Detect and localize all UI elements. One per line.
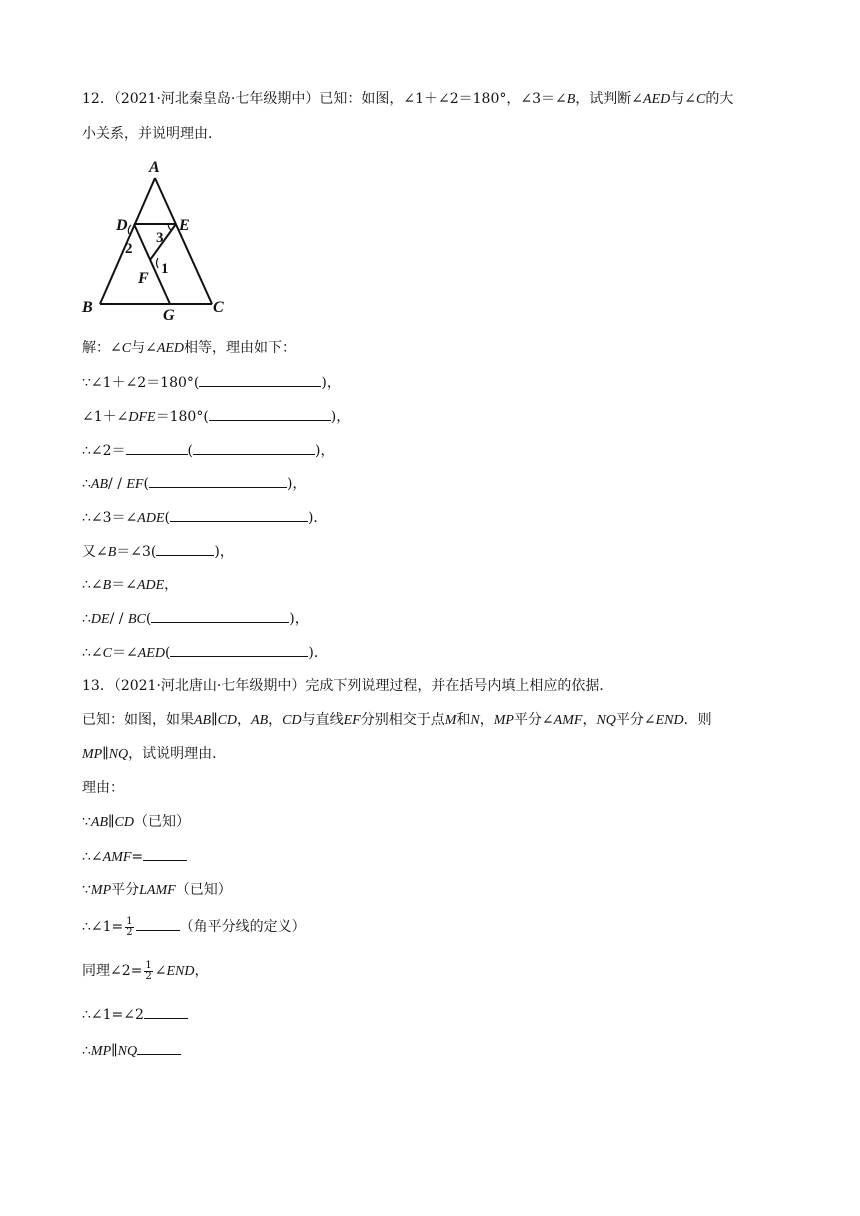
fill-blank[interactable] — [209, 406, 331, 421]
var: AB — [90, 815, 109, 830]
text: 已知：如图，如果 — [82, 712, 194, 728]
text: ∴∠ — [82, 849, 103, 865]
q12-stem-line2: 小关系，并说明理由． — [82, 126, 222, 142]
text: ( — [164, 510, 170, 526]
var: AB — [194, 713, 212, 728]
q12-step-3 — [82, 440, 334, 461]
q13-given-line1 — [82, 710, 712, 731]
q12-stem-var: AED — [643, 92, 671, 107]
angle-1-label: 1 — [161, 261, 169, 277]
var: MP — [493, 713, 514, 728]
q12-step-7 — [82, 575, 178, 596]
fill-blank[interactable] — [199, 372, 321, 387]
text: ∴∠3＝∠ — [82, 510, 138, 526]
text: ∴ — [82, 476, 91, 492]
fraction-half — [144, 961, 152, 982]
q12-step-9 — [82, 642, 328, 664]
q13-reason-1 — [82, 812, 190, 833]
var: ADE — [137, 511, 165, 526]
fill-blank[interactable] — [170, 642, 308, 657]
text: ＝∠3( — [116, 544, 157, 560]
text: ， — [268, 712, 283, 728]
text: ∠1＋∠ — [82, 409, 129, 425]
fill-blank[interactable] — [126, 440, 188, 455]
text: ∴∠1= — [82, 919, 124, 935]
point-b-label: B — [82, 299, 93, 316]
text: ( — [187, 443, 194, 459]
text: ∵ — [82, 882, 91, 898]
q12-step-2 — [82, 406, 350, 428]
text: 又∠ — [82, 544, 108, 560]
text: ∠ — [154, 963, 167, 979]
text: ．则 — [683, 712, 712, 728]
text: ∴∠1=∠2 — [82, 1007, 144, 1023]
text: / / — [108, 476, 127, 492]
q13-number: 13． — [82, 678, 114, 694]
var: DFE — [128, 410, 156, 425]
var: LAMF — [139, 883, 176, 898]
text: 平分∠ — [615, 712, 656, 728]
text: )， — [321, 375, 341, 391]
text: 与直线 — [301, 712, 344, 728]
text: )， — [214, 544, 234, 560]
text: )． — [308, 645, 328, 661]
var: AB — [251, 713, 269, 728]
text: )， — [315, 443, 335, 459]
text: ∴∠ — [82, 645, 103, 661]
text: ( — [145, 611, 152, 627]
text: ＝∠ — [111, 577, 137, 593]
text: ， — [237, 712, 252, 728]
var: BC — [127, 612, 146, 627]
text: ∥ — [102, 746, 109, 762]
q13-stem — [82, 676, 613, 696]
point-f-label: F — [138, 270, 149, 287]
var: AMF — [553, 713, 583, 728]
text: ∴ — [82, 1043, 91, 1059]
q13-reason-4 — [82, 914, 306, 940]
text: ， — [164, 577, 179, 593]
var: AB — [90, 477, 109, 492]
var: NQ — [108, 747, 129, 762]
text: ∴ — [82, 611, 91, 627]
var: CD — [114, 815, 134, 830]
text: )． — [307, 510, 328, 526]
fraction-denominator: 2 — [126, 926, 133, 938]
point-g-label: G — [163, 307, 175, 322]
text: 相等，理由如下： — [184, 340, 297, 356]
fill-blank[interactable] — [149, 473, 287, 488]
q12-step-6 — [82, 541, 234, 563]
fill-blank[interactable] — [156, 541, 214, 556]
var: EF — [126, 477, 144, 492]
q13-source: （2021·河北唐山·七年级期中） — [113, 678, 306, 694]
text: ( — [143, 476, 149, 492]
q12-stem-var: C — [695, 92, 706, 107]
fraction-half — [125, 917, 133, 938]
text: 分别相交于点 — [360, 712, 445, 728]
text: )， — [330, 409, 351, 425]
text: ( — [164, 645, 171, 661]
fill-blank[interactable] — [143, 846, 187, 861]
var: EF — [343, 713, 361, 728]
angle-2-label: 2 — [125, 241, 133, 257]
var: AMF — [102, 850, 132, 865]
var: C — [121, 341, 132, 356]
var: NQ — [117, 1044, 138, 1059]
text: 和 — [456, 712, 471, 728]
q13-reason-5 — [82, 958, 208, 985]
var: CD — [217, 713, 238, 728]
var: AED — [156, 341, 185, 356]
text: ＝180°( — [155, 409, 209, 425]
q12-stem-line1 — [82, 89, 733, 110]
var: NQ — [596, 713, 616, 728]
var: N — [470, 713, 480, 728]
text: ∵∠1＋∠2＝180°( — [82, 375, 200, 391]
point-e-label: E — [179, 217, 190, 234]
fraction-numerator: 1 — [126, 915, 133, 927]
angle-1-arc — [157, 258, 159, 268]
text: 平分 — [111, 882, 140, 898]
var: B — [107, 545, 117, 560]
text: （已知） — [133, 814, 190, 830]
q13-reason-2 — [82, 846, 187, 868]
text: 平分∠ — [513, 712, 554, 728]
fraction-numerator: 1 — [145, 959, 152, 971]
point-d-label: D — [116, 217, 128, 234]
var: AED — [137, 646, 165, 661]
fill-blank[interactable] — [170, 507, 308, 522]
text: ∥ — [211, 712, 218, 728]
q13-reason-3 — [82, 880, 232, 901]
var: B — [102, 578, 112, 593]
text: = — [131, 849, 144, 865]
q12-stem-text: 已知：如图，∠1＋∠2＝180°，∠3＝∠ — [319, 91, 567, 107]
point-c-label: C — [213, 299, 224, 316]
q12-stem-text: ，试判断∠ — [575, 91, 644, 107]
text: ∥ — [111, 1043, 118, 1059]
text: ∵ — [82, 814, 91, 830]
text: 解：∠ — [82, 340, 122, 356]
var: M — [444, 713, 457, 728]
text: / / — [109, 611, 128, 627]
var: END — [655, 713, 684, 728]
text: ∥ — [108, 814, 115, 830]
q12-stem-text: 的大 — [705, 91, 734, 107]
var: MP — [90, 883, 112, 898]
fill-blank[interactable] — [193, 440, 315, 455]
text: ＝∠ — [111, 645, 138, 661]
text: 与∠ — [131, 340, 157, 356]
q13-reason-7 — [82, 1040, 181, 1062]
text: ∴∠2＝ — [82, 443, 126, 459]
text: 同理∠2= — [82, 963, 143, 979]
fill-blank[interactable] — [137, 1040, 181, 1055]
q12-step-5 — [82, 507, 327, 529]
fill-blank[interactable] — [136, 916, 180, 931]
q12-step-8 — [82, 608, 309, 630]
q13-given-line2 — [82, 744, 226, 765]
q12-step-1 — [82, 372, 341, 393]
q12-stem-var: B — [566, 92, 576, 107]
var: MP — [90, 1044, 112, 1059]
var: C — [102, 646, 112, 661]
var: END — [166, 964, 195, 979]
point-a-label: A — [149, 159, 160, 176]
text: ∴∠ — [82, 577, 103, 593]
text: ， — [479, 712, 494, 728]
var: CD — [282, 713, 302, 728]
var: MP — [82, 747, 103, 762]
text: ， — [582, 712, 597, 728]
text: ，试说明理由． — [128, 746, 227, 762]
q12-solution-intro — [82, 338, 296, 359]
text: )， — [286, 476, 307, 492]
q12-number: 12． — [82, 91, 114, 107]
text: （已知） — [175, 882, 232, 898]
text: （角平分线的定义） — [179, 919, 306, 935]
text: ， — [194, 963, 209, 979]
fraction-denominator: 2 — [145, 970, 152, 982]
text: 完成下列说理过程，并在括号内填上相应的依据． — [305, 678, 614, 694]
var: DE — [90, 612, 110, 627]
fill-blank[interactable] — [144, 1004, 188, 1019]
q12-triangle-figure — [78, 152, 238, 322]
q12-step-4 — [82, 473, 306, 495]
q13-reason-6 — [82, 1004, 188, 1025]
text: )， — [289, 611, 309, 627]
q12-source: （2021·河北秦皇岛·七年级期中） — [113, 91, 320, 107]
angle-3-label: 3 — [156, 230, 164, 246]
q13-reason-label: 理由： — [82, 780, 124, 796]
q12-stem-text: 与∠ — [670, 91, 696, 107]
var: ADE — [136, 578, 165, 593]
fill-blank[interactable] — [151, 608, 289, 623]
